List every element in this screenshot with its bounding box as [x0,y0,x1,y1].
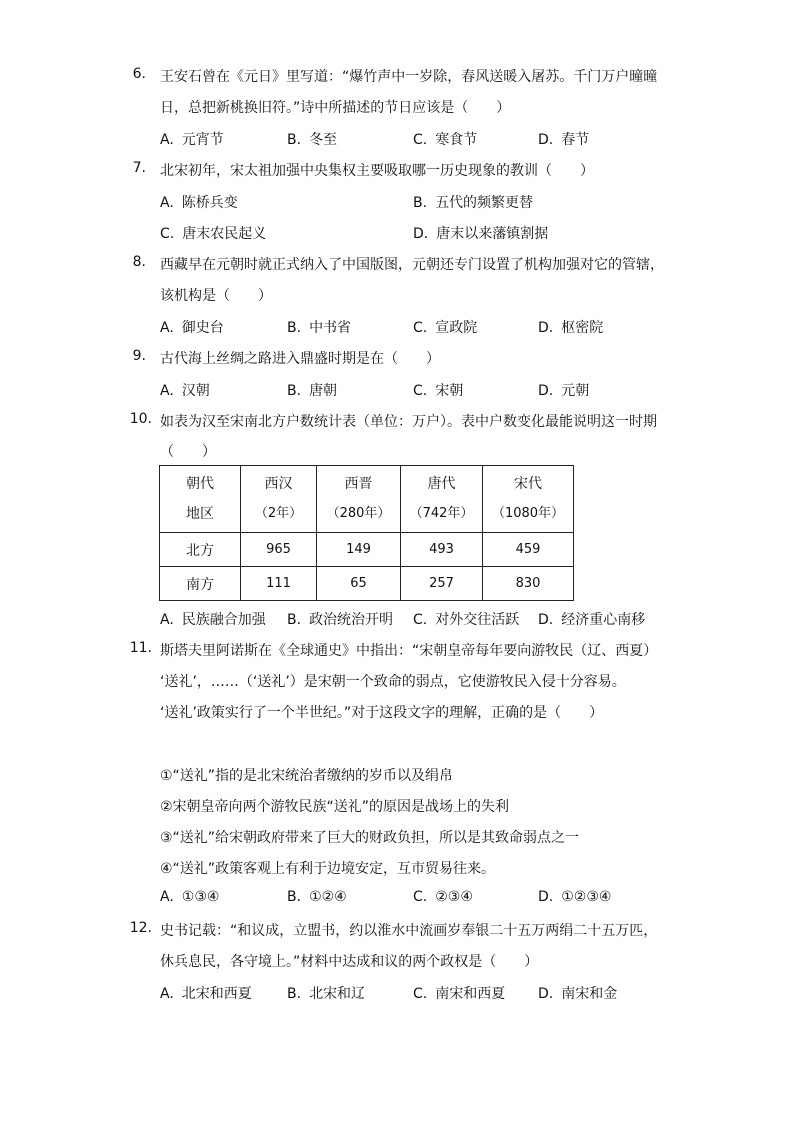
option-a[interactable]: A. 民族融合加强 [160,612,266,628]
statement-item: ①“送礼”指的是北宋统治者缴纳的岁币以及绢帛 [160,768,454,784]
option-b[interactable]: B. 政治统治开明 [287,612,394,628]
table-cell: 965 [241,533,317,567]
table-cell: 257 [401,567,483,601]
table-cell: 111 [241,567,317,601]
table-header-cell: 西汉 （2年） [241,466,317,533]
question-number: 7. [132,160,146,176]
option-c[interactable]: C. ②③④ [413,889,473,905]
table-cell: 149 [317,533,401,567]
option-c[interactable]: C. 宣政院 [413,320,478,336]
option-d[interactable]: D. 元朝 [538,383,590,399]
question-text-line: 该机构是（ ） [160,288,272,304]
table-cell: 北方 [160,533,241,567]
option-a[interactable]: A. 陈桥兵变 [160,195,238,211]
question-text-line: （ ） [160,444,216,460]
question-text-line: 如表为汉至宋南北方户数统计表（单位：万户）。表中户数变化最能说明这一时期 [160,414,657,430]
option-a[interactable]: A. ①③④ [160,889,220,905]
option-c[interactable]: C. 唐末农民起义 [160,226,267,242]
option-b[interactable]: B. 中书省 [287,320,352,336]
table-cell: 459 [483,533,574,567]
table-cell: 南方 [160,567,241,601]
table-header-row [160,466,574,533]
question-text-line: 斯塔夫里阿诺斯在《全球通史》中指出：“宋朝皇帝每年要向游牧民（辽、西夏） [160,643,658,659]
statement-item: ②宋朝皇帝向两个游牧民族“送礼”的原因是战场上的失利 [160,799,510,815]
question-number: 12. [129,920,152,936]
question-text-line: 西藏早在元朝时就正式纳入了中国版图，元朝还专门设置了机构加强对它的管辖， [160,257,664,273]
option-d[interactable]: D. 枢密院 [538,320,604,336]
question-text-line: 休兵息民，各守境上。”材料中达成和议的两个政权是（ ） [160,954,539,970]
question-text-line: 日，总把新桃换旧符。”诗中所描述的节日应该是（ ） [160,100,511,116]
table-cell: 65 [317,567,401,601]
question-text-line: 史书记载：“和议成，立盟书，约以淮水中流画岁奉银二十五万两绢二十五万匹， [160,923,658,939]
option-d[interactable]: D. 经济重心南移 [538,612,646,628]
question-text-line: 王安石曾在《元日》里写道：“爆竹声中一岁除，春风送暖入屠苏。千门万户曈曈 [160,69,658,85]
question-text-line: 古代海上丝绸之路进入鼎盛时期是在（ ） [160,351,440,367]
option-b[interactable]: B. 五代的频繁更替 [413,195,534,211]
statement-item: ④“送礼”政策客观上有利于边境安定，互市贸易往来。 [160,861,496,877]
option-c[interactable]: C. 宋朝 [413,383,464,399]
table-row [160,567,574,601]
table-row [160,533,574,567]
option-c[interactable]: C. 寒食节 [413,132,478,148]
option-a[interactable]: A. 汉朝 [160,383,210,399]
table-header-cell: 朝代 地区 [160,466,241,533]
option-a[interactable]: A. 御史台 [160,320,224,336]
question-number: 11. [129,640,152,656]
option-b[interactable]: B. 唐朝 [287,383,338,399]
option-b[interactable]: B. 北宋和辽 [287,986,366,1002]
question-number: 10. [129,411,152,427]
household-statistics-table [159,465,574,601]
statement-item: ③“送礼”给宋朝政府带来了巨大的财政负担，所以是其致命弱点之一 [160,830,580,846]
option-b[interactable]: B. 冬至 [287,132,338,148]
option-d[interactable]: D. 春节 [538,132,590,148]
option-a[interactable]: A. 北宋和西夏 [160,986,252,1002]
question-number: 8. [132,254,146,270]
option-d[interactable]: D. 唐末以来藩镇割据 [413,226,549,242]
option-d[interactable]: D. ①②③④ [538,889,612,905]
table-header-cell: 宋代 （1080年） [483,466,574,533]
option-a[interactable]: A. 元宵节 [160,132,224,148]
question-number: 9. [132,348,146,364]
option-c[interactable]: C. 对外交往活跃 [413,612,520,628]
table-cell: 830 [483,567,574,601]
question-text-line: 北宋初年，宋太祖加强中央集权主要吸取哪一历史现象的教训（ ） [160,163,594,179]
table-cell: 493 [401,533,483,567]
question-text-line: ‘送礼’，……（‘送礼’）是宋朝一个致命的弱点，它使游牧民入侵十分容易。 [160,674,626,690]
option-d[interactable]: D. 南宋和金 [538,986,618,1002]
table-header-cell: 西晋 （280年） [317,466,401,533]
question-text-line: ‘送礼’政策实行了一个半世纪。”对于这段文字的理解，正确的是（ ） [160,705,604,721]
question-number: 6. [132,66,146,82]
option-b[interactable]: B. ①②④ [287,889,347,905]
table-header-cell: 唐代 （742年） [401,466,483,533]
option-c[interactable]: C. 南宋和西夏 [413,986,506,1002]
